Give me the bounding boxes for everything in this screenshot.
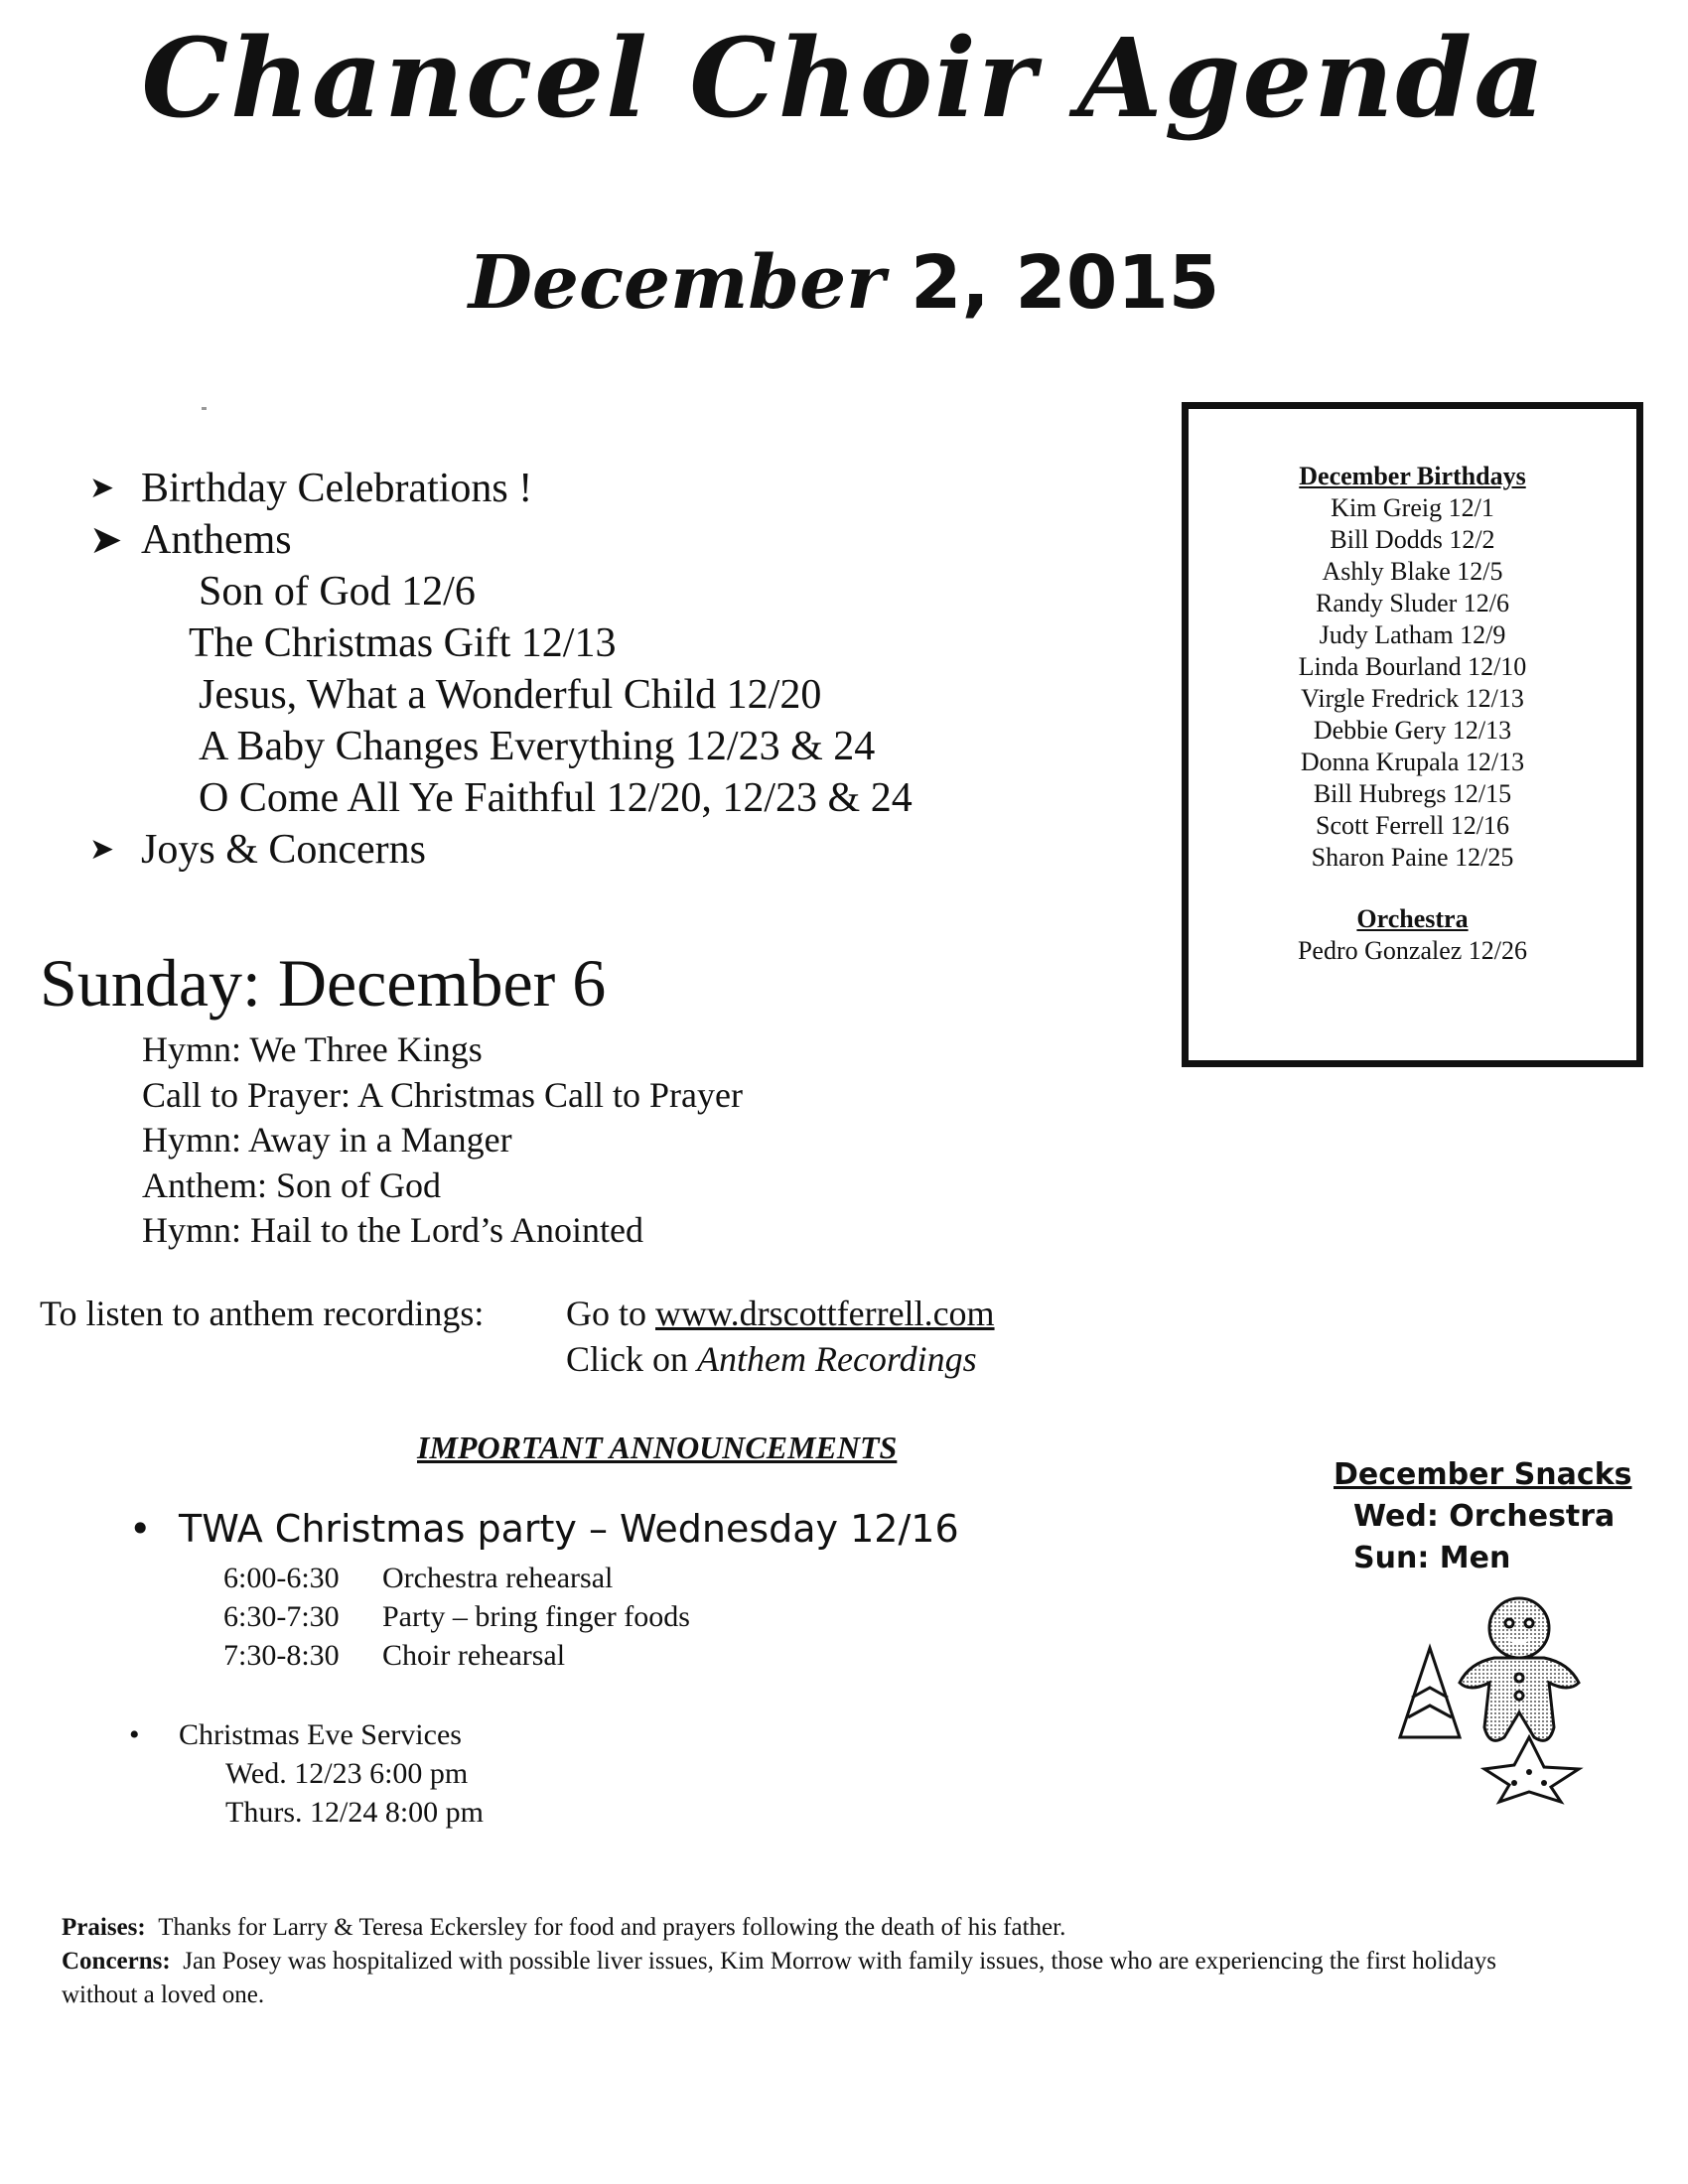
concerns-paragraph [62,1945,1571,2012]
snacks-heading: December Snacks [1334,1457,1632,1492]
birthday-entry: Virgle Fredrick 12/13 [1301,684,1524,713]
schedule-row [223,1636,690,1675]
snacks-box [1334,1454,1632,1579]
anthem-item: Jesus, What a Wonderful Child 12/20 [199,672,822,718]
birthdays-box [1182,402,1643,1067]
birthday-entry: Bill Hubregs 12/15 [1313,779,1512,808]
recordings-click [566,1336,977,1382]
agenda-item-label: Birthday Celebrations ! [141,466,533,511]
eve-time: Wed. 12/23 6:00 pm [225,1757,469,1790]
agenda-item-anthems [89,514,913,566]
click-label: Click on [566,1339,688,1379]
anthem-item: A Baby Changes Everything 12/23 & 24 [199,724,876,769]
twa-party-item [129,1504,959,1554]
agenda-list [89,463,913,876]
anthem-item: O Come All Ye Faithful 12/20, 12/23 & 24 [199,775,913,821]
bullet-icon: • [129,1718,140,1751]
schedule-time: 6:00-6:30 [223,1562,340,1594]
birthday-entry: Ashly Blake 12/5 [1322,557,1503,586]
date-numbers: 2, 2015 [910,240,1220,326]
recordings-label: To listen to anthem recordings: [40,1294,485,1333]
schedule-time: 7:30-8:30 [223,1639,340,1672]
birthday-entry: Debbie Gery 12/13 [1313,716,1512,745]
birthday-entry: Judy Latham 12/9 [1319,620,1506,649]
arrow-bullet-icon: ➤ [89,517,123,562]
service-item: Call to Prayer: A Christmas Call to Prayer [142,1074,743,1115]
twa-schedule [223,1559,690,1675]
praises-paragraph [62,1911,1571,1945]
eve-title: Christmas Eve Services [179,1718,462,1751]
birthday-entry: Bill Dodds 12/2 [1330,525,1495,554]
sunday-heading: Sunday: December 6 [40,945,607,1021]
concerns-text: Jan Posey was hospitalized with possible liver issues, Kim Morrow with family issues, those who are experiencing the first holidays without a loved one. [62,1948,1496,2008]
birthday-entry: Randy Sluder 12/6 [1316,589,1509,617]
date-month: December [468,240,886,326]
service-item: Anthem: Son of God [142,1164,441,1205]
page-title: Chancel Choir Agenda [141,14,1547,142]
sunday-service-list [142,1027,743,1254]
birthday-entry: Linda Bourland 12/10 [1298,652,1527,681]
bullet-icon: • [129,1507,152,1551]
eve-time: Thurs. 12/24 8:00 pm [225,1796,484,1829]
anthem-recordings-link-name: Anthem Recordings [697,1339,977,1379]
birthdays-heading: December Birthdays [1299,462,1526,490]
agenda-item-label: Anthems [141,517,292,563]
spacer [1189,874,1636,903]
praises-concerns [62,1911,1571,2012]
orchestra-heading: Orchestra [1356,904,1469,933]
scan-speck [202,407,207,410]
birthday-entry: Donna Krupala 12/13 [1300,748,1525,776]
snacks-wed: Wed: Orchestra [1353,1499,1616,1534]
arrow-bullet-icon: ➤ [89,472,115,504]
page-date [0,240,1688,326]
praises-text: Thanks for Larry & Teresa Eckersley for food and prayers following the death of his father. [158,1914,1066,1941]
recordings-url-link[interactable]: www.drscottferrell.com [655,1294,995,1333]
schedule-event: Orchestra rehearsal [382,1562,614,1594]
snacks-sun: Sun: Men [1353,1541,1511,1575]
eve-title-row [129,1715,484,1754]
recordings-goto [566,1291,995,1336]
recordings-info [40,1291,995,1379]
gingerbread-man-shape [1460,1598,1579,1740]
praises-label: Praises: [62,1914,146,1941]
service-item: Hymn: Hail to the Lord’s Anointed [142,1210,643,1250]
birthday-entry: Scott Ferrell 12/16 [1316,811,1509,840]
service-item: Hymn: Away in a Manger [142,1120,512,1160]
agenda-item-birthdays [89,463,913,514]
goto-label: Go to [566,1294,646,1333]
birthday-entry: Sharon Paine 12/25 [1311,843,1514,872]
christmas-eve-item [129,1715,484,1832]
schedule-time: 6:30-7:30 [223,1600,340,1633]
twa-party-title: TWA Christmas party – Wednesday 12/16 [179,1507,959,1551]
schedule-row [223,1559,690,1597]
orchestra-entry: Pedro Gonzalez 12/26 [1297,936,1528,965]
gingerbread-cookie-icon [1390,1588,1618,1807]
announcements-heading: IMPORTANT ANNOUNCEMENTS [417,1430,898,1465]
star-cookie-shape [1484,1737,1579,1802]
schedule-event: Party – bring finger foods [382,1600,690,1633]
anthem-item: Son of God 12/6 [199,569,476,614]
schedule-event: Choir rehearsal [382,1639,566,1672]
tree-cookie-shape [1400,1648,1460,1737]
service-item: Hymn: We Three Kings [142,1029,483,1069]
agenda-item-joys [89,824,913,876]
anthem-item: The Christmas Gift 12/13 [189,620,617,666]
concerns-label: Concerns: [62,1948,171,1975]
birthday-entry: Kim Greig 12/1 [1331,493,1494,522]
arrow-bullet-icon: ➤ [89,833,115,866]
schedule-row [223,1597,690,1636]
agenda-item-label: Joys & Concerns [141,827,426,873]
